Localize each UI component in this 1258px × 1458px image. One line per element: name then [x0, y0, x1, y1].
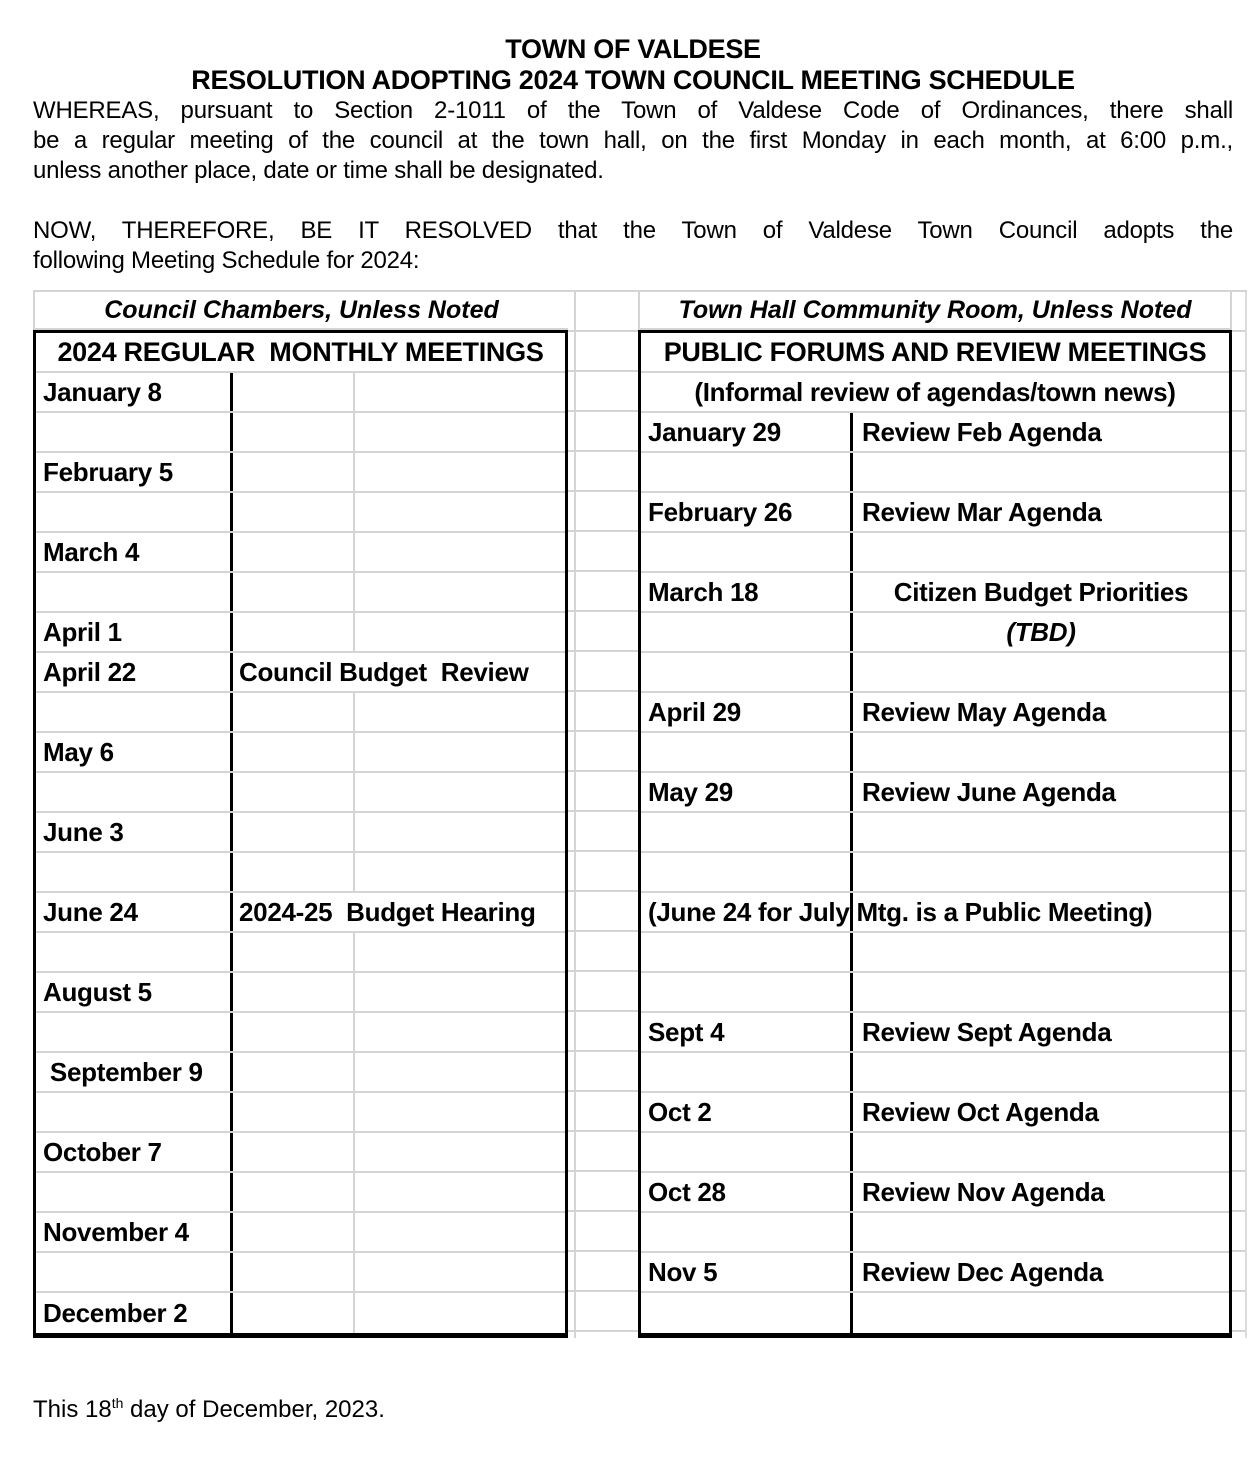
public-forums-table-subheader: (Informal review of agendas/town news)	[641, 373, 1229, 413]
empty-cell	[233, 453, 353, 491]
table-row	[641, 1013, 1229, 1053]
date-cell	[641, 453, 853, 491]
date-cell	[641, 1213, 853, 1251]
date-cell: December 2	[36, 1293, 233, 1333]
date-cell: June 24	[36, 893, 233, 931]
note-cell: Review May Agenda	[862, 696, 1106, 727]
date-cell	[641, 733, 853, 771]
table-row	[36, 613, 565, 653]
date-cell: May 29	[641, 773, 853, 811]
empty-cell	[233, 533, 353, 571]
left-location-header: Council Chambers, Unless Noted	[33, 290, 568, 330]
paragraph-line: WHEREAS, pursuant to Section 2-1011 of the Town of Valdese Code of Ordinances, there shall	[33, 97, 1233, 124]
table-row	[641, 693, 1229, 733]
date-cell	[36, 1173, 233, 1211]
table-row	[641, 1293, 1229, 1333]
closing-date-suffix: day of December, 2023.	[123, 1396, 385, 1423]
empty-cell	[853, 733, 1229, 771]
table-row	[36, 773, 565, 813]
date-cell	[36, 413, 233, 451]
monthly-meetings-rows	[36, 373, 565, 1333]
table-row	[36, 693, 565, 733]
closing-date-prefix: This 18	[33, 1396, 112, 1423]
table-row	[641, 813, 1229, 853]
empty-cell	[233, 773, 353, 811]
table-row	[36, 533, 565, 573]
date-cell: April 22	[36, 653, 233, 691]
note-cell: Review Feb Agenda	[862, 416, 1102, 447]
empty-cell	[353, 613, 565, 651]
table-row	[641, 773, 1229, 813]
resolved-paragraph	[33, 216, 1233, 276]
date-cell: February 5	[36, 453, 233, 491]
date-cell: March 18	[641, 573, 853, 611]
empty-cell	[233, 853, 353, 891]
empty-cell	[233, 1093, 353, 1131]
date-cell: Nov 5	[641, 1253, 853, 1291]
empty-cell	[353, 773, 565, 811]
date-cell	[36, 1093, 233, 1131]
date-cell	[36, 933, 233, 971]
table-row	[641, 573, 1229, 613]
public-forums-table-header: PUBLIC FORUMS AND REVIEW MEETINGS	[641, 333, 1229, 373]
whereas-paragraph	[33, 96, 1233, 186]
table-row	[36, 973, 565, 1013]
date-cell	[641, 1133, 853, 1171]
date-cell	[641, 653, 853, 691]
table-row	[36, 413, 565, 453]
table-row	[36, 733, 565, 773]
date-cell	[36, 573, 233, 611]
date-cell: October 7	[36, 1133, 233, 1171]
table-row	[641, 613, 1229, 653]
table-row	[641, 893, 1229, 933]
resolution-title: RESOLUTION ADOPTING 2024 TOWN COUNCIL MEETING SCHEDULE	[191, 65, 1075, 95]
table-row	[36, 1173, 565, 1213]
table-row	[36, 1053, 565, 1093]
empty-cell	[233, 693, 353, 731]
date-cell: September 9	[36, 1053, 233, 1091]
table-row	[36, 933, 565, 973]
empty-cell	[233, 573, 353, 611]
date-cell	[641, 933, 853, 971]
empty-cell	[353, 1213, 565, 1251]
grid-gap-column	[568, 290, 638, 1338]
table-row	[36, 493, 565, 533]
table-row	[641, 413, 1229, 453]
empty-cell	[853, 1133, 1229, 1171]
paragraph-line: NOW, THEREFORE, BE IT RESOLVED that the Town of Valdese Town Council adopts the	[33, 217, 1233, 244]
table-row	[641, 733, 1229, 773]
table-row	[36, 653, 565, 693]
page-title: TOWN OF VALDESE	[505, 34, 761, 64]
date-cell	[641, 813, 853, 851]
paragraph-line: following Meeting Schedule for 2024:	[33, 247, 420, 274]
empty-cell	[353, 573, 565, 611]
empty-cell	[353, 373, 565, 411]
date-cell	[36, 773, 233, 811]
empty-cell	[233, 1213, 353, 1251]
empty-cell	[353, 413, 565, 451]
note-cell: 2024-25 Budget Hearing	[239, 896, 536, 927]
date-cell	[641, 973, 853, 1011]
empty-cell	[853, 533, 1229, 571]
paragraph-line: be a regular meeting of the council at the town hall, on the first Monday in each month, at 6:00 p.m.,	[33, 127, 1233, 154]
table-row	[36, 373, 565, 413]
monthly-meetings-table-header: 2024 REGULAR MONTHLY MEETINGS	[36, 333, 565, 373]
date-cell: April 29	[641, 693, 853, 731]
table-row	[641, 653, 1229, 693]
date-cell	[36, 493, 233, 531]
grid-right-margin	[1232, 290, 1247, 1338]
empty-cell	[353, 453, 565, 491]
empty-cell	[853, 813, 1229, 851]
closing-date-line	[33, 1396, 385, 1424]
table-row	[641, 933, 1229, 973]
table-row	[641, 1133, 1229, 1173]
table-row	[36, 1293, 565, 1333]
date-cell: August 5	[36, 973, 233, 1011]
document-title-block	[33, 34, 1233, 96]
table-row	[641, 1173, 1229, 1213]
note-cell: (TBD)	[1006, 616, 1076, 647]
empty-cell	[353, 1173, 565, 1211]
empty-cell	[233, 413, 353, 451]
table-row	[641, 1213, 1229, 1253]
date-cell: February 26	[641, 493, 853, 531]
date-cell: May 6	[36, 733, 233, 771]
table-row	[641, 973, 1229, 1013]
table-row	[641, 853, 1229, 893]
date-cell	[641, 1293, 853, 1333]
ordinal-superscript: th	[111, 1395, 124, 1411]
empty-cell	[853, 933, 1229, 971]
empty-cell	[353, 533, 565, 571]
date-cell	[641, 533, 853, 571]
empty-cell	[853, 973, 1229, 1011]
empty-cell	[233, 1173, 353, 1211]
table-row	[641, 453, 1229, 493]
table-row	[36, 573, 565, 613]
table-row	[641, 493, 1229, 533]
date-cell: January 8	[36, 373, 233, 411]
note-cell: Review June Agenda	[862, 776, 1116, 807]
spanning-note-cell: (June 24 for July Mtg. is a Public Meeting)	[648, 896, 1153, 927]
note-cell: Review Mar Agenda	[862, 496, 1102, 527]
table-row	[641, 1053, 1229, 1093]
table-row	[36, 853, 565, 893]
empty-cell	[233, 813, 353, 851]
note-cell: Review Dec Agenda	[862, 1256, 1104, 1287]
empty-cell	[353, 933, 565, 971]
empty-cell	[353, 853, 565, 891]
empty-cell	[353, 813, 565, 851]
date-cell	[641, 1053, 853, 1091]
empty-cell	[353, 693, 565, 731]
date-cell	[36, 853, 233, 891]
date-cell: April 1	[36, 613, 233, 651]
date-cell: Oct 2	[641, 1093, 853, 1131]
table-row	[36, 453, 565, 493]
empty-cell	[233, 1053, 353, 1091]
right-location-header: Town Hall Community Room, Unless Noted	[638, 290, 1232, 330]
date-cell: January 29	[641, 413, 853, 451]
empty-cell	[233, 733, 353, 771]
date-cell	[36, 693, 233, 731]
table-row	[36, 1093, 565, 1133]
date-cell: June 3	[36, 813, 233, 851]
table-row	[641, 1093, 1229, 1133]
empty-cell	[353, 493, 565, 531]
date-cell: November 4	[36, 1213, 233, 1251]
empty-cell	[233, 1293, 353, 1333]
date-cell: Oct 28	[641, 1173, 853, 1211]
empty-cell	[353, 1093, 565, 1131]
date-cell	[641, 613, 853, 651]
monthly-meetings-table	[33, 330, 568, 1338]
date-cell	[36, 1013, 233, 1051]
empty-cell	[233, 1013, 353, 1051]
public-forums-table	[638, 330, 1232, 1338]
empty-cell	[233, 933, 353, 971]
public-forums-rows	[641, 413, 1229, 1333]
empty-cell	[233, 373, 353, 411]
note-cell: Review Oct Agenda	[862, 1096, 1099, 1127]
empty-cell	[853, 453, 1229, 491]
empty-cell	[353, 1053, 565, 1091]
empty-cell	[353, 1013, 565, 1051]
empty-cell	[353, 1253, 565, 1291]
table-row	[36, 813, 565, 853]
empty-cell	[353, 1133, 565, 1171]
empty-cell	[233, 973, 353, 1011]
empty-cell	[853, 1213, 1229, 1251]
date-cell: March 4	[36, 533, 233, 571]
empty-cell	[353, 973, 565, 1011]
table-row	[36, 1013, 565, 1053]
table-row	[36, 1133, 565, 1173]
date-cell	[641, 853, 853, 891]
empty-cell	[853, 653, 1229, 691]
empty-cell	[353, 1293, 565, 1333]
empty-cell	[233, 613, 353, 651]
empty-cell	[233, 1253, 353, 1291]
empty-cell	[233, 1133, 353, 1171]
empty-cell	[853, 1293, 1229, 1333]
table-row	[641, 1253, 1229, 1293]
note-cell: Council Budget Review	[239, 656, 529, 687]
empty-cell	[233, 493, 353, 531]
table-row	[36, 893, 565, 933]
empty-cell	[853, 853, 1229, 891]
date-cell	[36, 1253, 233, 1291]
note-cell: Citizen Budget Priorities	[893, 576, 1189, 607]
note-cell: Review Sept Agenda	[862, 1016, 1112, 1047]
empty-cell	[853, 1053, 1229, 1091]
date-cell: Sept 4	[641, 1013, 853, 1051]
table-row	[36, 1253, 565, 1293]
empty-cell	[353, 733, 565, 771]
table-row	[36, 1213, 565, 1253]
table-row	[641, 533, 1229, 573]
note-cell: Review Nov Agenda	[862, 1176, 1105, 1207]
paragraph-line: unless another place, date or time shall be designated.	[33, 157, 604, 184]
